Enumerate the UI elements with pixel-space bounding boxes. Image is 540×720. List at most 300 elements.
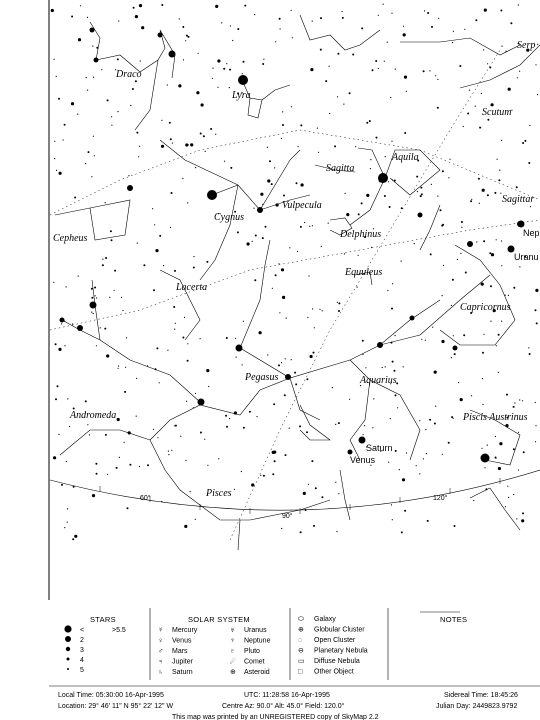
star [449, 159, 450, 160]
star [387, 42, 388, 43]
star [377, 342, 383, 348]
star [273, 403, 275, 405]
star [147, 464, 149, 466]
star [208, 386, 209, 387]
star [91, 297, 93, 299]
star [470, 200, 472, 202]
star [289, 428, 290, 429]
legend-solar-item-label: Asteroid [244, 669, 270, 676]
star [494, 192, 496, 194]
star [312, 308, 313, 309]
star [159, 235, 161, 237]
star [426, 453, 427, 454]
star [107, 474, 108, 475]
star [471, 395, 472, 396]
star [122, 310, 123, 311]
legend-object-icon: ⬭ [298, 616, 304, 623]
star [238, 75, 248, 85]
legend-object-label: Galaxy [314, 616, 336, 623]
star [342, 11, 343, 12]
star [513, 448, 515, 450]
star [313, 352, 315, 354]
star [320, 49, 322, 51]
legend-solar-item-symbol: ♄ [158, 669, 164, 676]
star [54, 59, 55, 60]
star [373, 398, 374, 399]
star [513, 287, 515, 289]
star [478, 178, 480, 180]
star [481, 448, 482, 449]
legend-solar-item-symbol: ☄ [230, 658, 237, 666]
star [279, 18, 281, 20]
star [87, 17, 88, 18]
star [427, 12, 429, 14]
star [378, 15, 379, 16]
star [206, 261, 208, 263]
label-cepheus: Cepheus [53, 233, 88, 244]
star [457, 259, 458, 260]
star [210, 128, 212, 130]
star [528, 347, 529, 348]
legend-star-mag3 [66, 647, 70, 651]
star [357, 287, 358, 288]
star [161, 501, 162, 502]
star [100, 327, 101, 328]
star [402, 478, 405, 481]
star [274, 460, 276, 462]
star [257, 207, 263, 213]
star [95, 463, 97, 465]
star [410, 316, 415, 321]
star [432, 327, 433, 328]
star [193, 267, 195, 269]
star [64, 527, 65, 528]
star [435, 75, 436, 76]
star [229, 87, 230, 88]
star [126, 337, 127, 338]
star [513, 494, 514, 495]
legend-solar-item-label: Saturn [172, 669, 193, 676]
star [482, 378, 483, 379]
star [217, 59, 220, 62]
star [414, 243, 415, 244]
star [378, 68, 379, 69]
footer-local-time: Local Time: 05:30:00 16-Apr-1995 [58, 692, 164, 699]
star [174, 270, 176, 272]
star [362, 354, 363, 355]
star [404, 510, 406, 512]
star [338, 422, 340, 424]
star [336, 531, 337, 532]
star [496, 239, 497, 240]
star [390, 97, 391, 98]
legend-solar-item-label: Uranus [244, 627, 267, 634]
star [133, 7, 135, 9]
star [104, 328, 106, 330]
star [205, 151, 206, 152]
star [535, 402, 536, 403]
star [352, 54, 354, 56]
star [136, 416, 137, 417]
star [60, 318, 65, 323]
star [171, 450, 172, 451]
star [243, 321, 244, 322]
star [107, 99, 109, 101]
star [252, 241, 253, 242]
star [310, 355, 313, 358]
star [501, 140, 502, 141]
star [306, 431, 308, 433]
star [171, 192, 173, 194]
star [61, 484, 63, 486]
star [518, 432, 519, 433]
star [418, 213, 423, 218]
star [92, 46, 93, 47]
star [85, 400, 87, 402]
legend-object-label: Other Object [314, 668, 354, 676]
star [521, 519, 524, 522]
star [267, 147, 268, 148]
star [152, 208, 153, 209]
star [507, 486, 508, 487]
dotted-guide-lines [50, 50, 540, 540]
star [254, 14, 255, 15]
star [105, 434, 107, 436]
label-pisces: Pisces [206, 488, 232, 499]
star [139, 146, 140, 147]
star [94, 155, 95, 156]
star [358, 213, 360, 215]
star [117, 58, 119, 60]
star [482, 189, 485, 192]
star [161, 120, 162, 121]
star [226, 337, 228, 339]
star [236, 345, 243, 352]
star [349, 92, 351, 94]
star [179, 18, 180, 19]
star [484, 467, 485, 468]
star [406, 91, 407, 92]
star [344, 253, 345, 254]
legend-object-icon: ◌ [298, 637, 303, 644]
star [200, 133, 202, 135]
star [175, 323, 176, 324]
star [483, 49, 484, 50]
star [291, 106, 292, 107]
star [259, 331, 262, 334]
star [421, 193, 423, 195]
star [338, 493, 339, 494]
star [86, 77, 87, 78]
star [467, 113, 469, 115]
star [329, 113, 330, 114]
label-andromeda: Andromeda [70, 410, 117, 421]
star [230, 167, 232, 169]
star [511, 110, 512, 111]
star [136, 132, 138, 134]
star [172, 142, 173, 143]
star [218, 458, 219, 459]
star [425, 429, 426, 430]
star [71, 102, 74, 105]
label-aquarius: Aquarius [360, 375, 397, 386]
star [200, 338, 201, 339]
legend-solar-item-label: Mars [172, 648, 188, 655]
star [459, 65, 461, 67]
star [481, 283, 484, 286]
star [434, 371, 437, 374]
label-saturn: Saturn [366, 443, 393, 453]
star [221, 22, 222, 23]
star [255, 235, 257, 237]
star [382, 367, 383, 368]
star [510, 22, 512, 24]
star [198, 53, 199, 54]
star [169, 122, 171, 124]
star [403, 366, 404, 367]
star [201, 103, 204, 106]
star [337, 302, 338, 303]
star [124, 442, 125, 443]
legend-star-mag2-label: 2 [80, 637, 84, 644]
star [147, 365, 148, 366]
star [153, 429, 154, 430]
star [102, 264, 104, 266]
star [74, 535, 77, 538]
star [280, 28, 281, 29]
star [187, 343, 188, 344]
star [451, 305, 452, 306]
legend-notes-title: NOTES [440, 615, 468, 624]
star [337, 96, 338, 97]
star [89, 434, 90, 435]
footer-centre: Centre Az: 90.0° Alt: 45.0° Field: 120.0° [222, 703, 345, 710]
star [421, 339, 422, 340]
star [237, 231, 239, 233]
star [388, 462, 389, 463]
star [174, 329, 175, 330]
star [441, 225, 443, 227]
star [516, 186, 518, 188]
legend-stars-title: STARS [90, 615, 116, 624]
star [111, 125, 112, 126]
star [463, 334, 465, 336]
star [325, 80, 327, 82]
legend-object-icon: ▭ [298, 658, 305, 665]
star [441, 340, 444, 343]
star [190, 143, 193, 146]
star [482, 352, 484, 354]
legend-solar-item-symbol: ♀ [158, 637, 164, 645]
star [225, 415, 227, 417]
star [535, 309, 537, 311]
star [315, 487, 317, 489]
star [516, 518, 517, 519]
star [88, 151, 90, 153]
legend-solar-title: SOLAR SYSTEM [188, 615, 250, 624]
label-draco: Draco [116, 69, 142, 80]
saturn-marker [359, 437, 366, 444]
star [372, 69, 374, 71]
star [111, 239, 113, 241]
star [198, 399, 205, 406]
star [139, 466, 140, 467]
star [498, 467, 501, 470]
star [385, 156, 386, 157]
star [241, 471, 242, 472]
legend-solar-item-label: Comet [244, 658, 265, 666]
star [431, 26, 433, 28]
legend-star-mag1 [64, 625, 71, 632]
star [94, 58, 99, 63]
star [244, 5, 246, 7]
star [232, 40, 233, 41]
star [291, 359, 292, 360]
star [292, 37, 293, 38]
star [335, 482, 336, 483]
star [53, 282, 54, 283]
star [523, 451, 525, 453]
label-aquila: Aquila [392, 152, 419, 163]
star [498, 372, 499, 373]
star [187, 360, 189, 362]
star [482, 404, 483, 405]
star [499, 170, 500, 171]
star [170, 138, 172, 140]
legend-solar-item-label: Jupiter [172, 658, 194, 666]
star [53, 456, 56, 459]
star [458, 382, 459, 383]
star [306, 378, 308, 380]
star [136, 378, 137, 379]
label-lacerta: Lacerta [176, 282, 208, 293]
star [135, 80, 137, 82]
star [335, 424, 336, 425]
star [518, 4, 519, 5]
star [322, 310, 323, 311]
star [56, 76, 57, 77]
star [366, 194, 369, 197]
star [158, 33, 163, 38]
star [294, 372, 296, 374]
star [483, 334, 484, 335]
star [229, 418, 230, 419]
legend-object-icon: ⊕ [298, 626, 304, 634]
star [489, 67, 491, 69]
star [508, 497, 509, 498]
star [114, 290, 115, 291]
star [105, 202, 106, 203]
star [119, 457, 120, 458]
legend-solar-item-label: Mercury [172, 627, 198, 634]
star [395, 394, 397, 396]
star [384, 61, 385, 62]
star [490, 321, 491, 322]
star [243, 61, 245, 63]
star [487, 445, 488, 446]
star [417, 191, 418, 192]
label-serp: Serp [517, 40, 536, 51]
star [282, 296, 285, 299]
star [184, 317, 185, 318]
label-equuleus: Equuleus [345, 267, 383, 278]
star [385, 366, 386, 367]
star [118, 20, 119, 21]
star [265, 226, 267, 228]
legend-object-icon: □ [298, 668, 303, 676]
star [419, 420, 420, 421]
star [501, 265, 502, 266]
star [127, 507, 129, 509]
star [394, 370, 396, 372]
star [522, 142, 524, 144]
label-vulpecula: Vulpecula [282, 200, 322, 211]
star [212, 78, 213, 79]
star [195, 519, 196, 520]
star [342, 17, 344, 19]
star [461, 227, 462, 228]
star [77, 325, 83, 331]
star [442, 454, 443, 455]
constellation-lines [55, 15, 540, 550]
star [67, 508, 68, 509]
star [274, 167, 275, 168]
star [300, 124, 302, 126]
legend-object-label: Planetary Nebula [314, 647, 368, 655]
star [87, 424, 88, 425]
star [461, 221, 463, 223]
star [343, 104, 344, 105]
star [281, 528, 282, 529]
star [505, 424, 508, 427]
star [481, 93, 482, 94]
star [106, 354, 109, 357]
star [321, 246, 322, 247]
star [401, 207, 403, 209]
star [285, 374, 291, 380]
star [64, 345, 65, 346]
label-venus: Venus [350, 455, 376, 465]
star [535, 289, 538, 292]
star-field [51, 4, 539, 541]
star [96, 473, 98, 475]
star [487, 63, 488, 64]
footer-location: Location: 29° 46' 11" N 95° 22' 12" W [58, 703, 174, 710]
star [183, 59, 184, 60]
label-scutum: Scutum [482, 107, 512, 118]
label-cygnus: Cygnus [214, 212, 244, 223]
star [309, 226, 310, 227]
star [370, 168, 371, 169]
label-lyra: Lyra [232, 90, 251, 101]
star [363, 434, 364, 435]
star [307, 317, 308, 318]
star [454, 353, 456, 355]
star [129, 464, 131, 466]
star [460, 398, 463, 401]
star [185, 40, 186, 41]
star [262, 204, 263, 205]
neptune-marker [518, 221, 525, 228]
star [519, 399, 520, 400]
star [54, 158, 55, 159]
star [403, 33, 406, 36]
venus-marker [348, 450, 353, 455]
star [406, 452, 407, 453]
star [481, 454, 490, 463]
star [184, 525, 187, 528]
star [251, 483, 254, 486]
